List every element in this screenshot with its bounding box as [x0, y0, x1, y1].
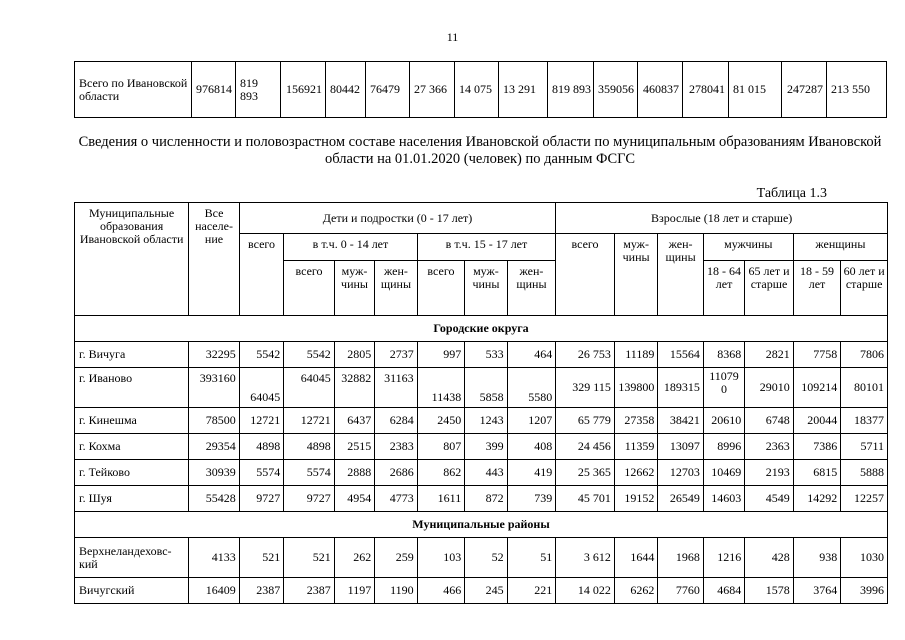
table-row — [75, 578, 888, 604]
table-row — [75, 538, 888, 578]
cell: 419 — [507, 460, 556, 486]
cell: 7386 — [793, 434, 841, 460]
total-women-60: 213 550 — [827, 62, 887, 118]
table-row — [75, 486, 888, 512]
cell: 2821 — [745, 342, 794, 368]
cell: 2515 — [334, 434, 374, 460]
cell: 9727 — [284, 486, 335, 512]
table-row — [75, 434, 888, 460]
row-name: г. Тейково — [75, 460, 189, 486]
total-label: Всего по Ивановской области — [75, 62, 192, 118]
cell: 6284 — [375, 408, 417, 434]
cell: 18377 — [841, 408, 888, 434]
row-name: г. Иваново — [75, 368, 189, 408]
total-children-0-14: 156921 — [281, 62, 326, 118]
cell: 1243 — [465, 408, 507, 434]
cell: 5711 — [841, 434, 888, 460]
header-women-18-59: 18 - 59 лет — [793, 261, 841, 316]
table-row — [75, 368, 888, 408]
cell: 872 — [465, 486, 507, 512]
cell: 11189 — [614, 342, 657, 368]
header-0-14-men: муж-чины — [334, 261, 374, 316]
header-adult-men: муж-чины — [614, 234, 657, 316]
cell: 31163 — [375, 368, 417, 408]
row-name: г. Вичуга — [75, 342, 189, 368]
header-age-15-17: в т.ч. 15 - 17 лет — [417, 234, 556, 261]
table-row — [75, 342, 888, 368]
page-number: 11 — [446, 30, 459, 44]
cell: 443 — [465, 460, 507, 486]
cell: 2686 — [375, 460, 417, 486]
row-name: г. Кохма — [75, 434, 189, 460]
cell: 32295 — [189, 342, 240, 368]
cell: 7758 — [793, 342, 841, 368]
cell: 20044 — [793, 408, 841, 434]
cell: 51 — [507, 538, 556, 578]
cell: 5542 — [239, 342, 283, 368]
row-name: Верхнеландеховс-кий — [75, 538, 189, 578]
header-municipal: Муниципальные образования Ивановской области — [75, 203, 189, 316]
cell: 1968 — [658, 538, 703, 578]
cell: 8368 — [703, 342, 744, 368]
cell: 12662 — [614, 460, 657, 486]
header-0-14-women: жен-щины — [375, 261, 417, 316]
header-0-14-all: всего — [284, 261, 335, 316]
header-total: Все населе-ние — [189, 203, 240, 316]
cell: 11359 — [614, 434, 657, 460]
cell: 25 365 — [556, 460, 615, 486]
cell: 14603 — [703, 486, 744, 512]
cell: 1190 — [375, 578, 417, 604]
cell: 1207 — [507, 408, 556, 434]
cell: 5542 — [284, 342, 335, 368]
total-adults: 819 893 — [548, 62, 594, 118]
cell: 27358 — [614, 408, 657, 434]
section-row-urban — [75, 316, 888, 342]
cell: 16409 — [189, 578, 240, 604]
total-boys-15-17: 14 075 — [455, 62, 499, 118]
total-men-18-64: 278041 — [683, 62, 729, 118]
cell: 32882 — [334, 368, 374, 408]
header-age-0-14: в т.ч. 0 - 14 лет — [284, 234, 417, 261]
cell: 6815 — [793, 460, 841, 486]
header-children-all: всего — [239, 234, 283, 316]
cell: 6262 — [614, 578, 657, 604]
total-girls-0-14: 76479 — [366, 62, 410, 118]
cell: 10469 — [703, 460, 744, 486]
cell: 6748 — [745, 408, 794, 434]
cell: 11079 0 — [703, 368, 744, 408]
header-women-group: женщины — [793, 234, 887, 261]
cell: 408 — [507, 434, 556, 460]
cell: 8996 — [703, 434, 744, 460]
cell: 7806 — [841, 342, 888, 368]
table-row — [75, 460, 888, 486]
header-men-18-64: 18 - 64 лет — [703, 261, 744, 316]
cell: 4954 — [334, 486, 374, 512]
cell: 464 — [507, 342, 556, 368]
cell: 109214 — [793, 368, 841, 408]
cell: 7760 — [658, 578, 703, 604]
cell: 64045 — [239, 368, 283, 408]
cell: 52 — [465, 538, 507, 578]
cell: 26 753 — [556, 342, 615, 368]
cell: 64045 — [284, 368, 335, 408]
cell: 9727 — [239, 486, 283, 512]
cell: 1030 — [841, 538, 888, 578]
cell: 4133 — [189, 538, 240, 578]
header-row-1 — [75, 203, 888, 234]
cell: 1578 — [745, 578, 794, 604]
cell: 2450 — [417, 408, 465, 434]
total-men-65: 81 015 — [729, 62, 782, 118]
cell: 399 — [465, 434, 507, 460]
header-15-17-men: муж-чины — [465, 261, 507, 316]
cell: 259 — [375, 538, 417, 578]
total-men: 359056 — [594, 62, 638, 118]
cell: 12703 — [658, 460, 703, 486]
row-name: г. Кинешма — [75, 408, 189, 434]
row-name: Вичугский — [75, 578, 189, 604]
cell: 2805 — [334, 342, 374, 368]
cell: 12721 — [284, 408, 335, 434]
cell: 3 612 — [556, 538, 615, 578]
total-boys-0-14: 80442 — [326, 62, 366, 118]
cell: 139800 — [614, 368, 657, 408]
cell: 1611 — [417, 486, 465, 512]
cell: 24 456 — [556, 434, 615, 460]
cell: 38421 — [658, 408, 703, 434]
header-15-17-all: всего — [417, 261, 465, 316]
cell: 2737 — [375, 342, 417, 368]
cell: 2387 — [239, 578, 283, 604]
cell: 1644 — [614, 538, 657, 578]
cell: 4684 — [703, 578, 744, 604]
cell: 103 — [417, 538, 465, 578]
cell: 80101 — [841, 368, 888, 408]
cell: 45 701 — [556, 486, 615, 512]
cell: 30939 — [189, 460, 240, 486]
cell: 2193 — [745, 460, 794, 486]
cell: 4898 — [284, 434, 335, 460]
total-girls-15-17: 13 291 — [499, 62, 548, 118]
population-table — [74, 202, 888, 604]
header-15-17-women: жен-щины — [507, 261, 556, 316]
cell: 12257 — [841, 486, 888, 512]
cell: 11438 — [417, 368, 465, 408]
cell: 739 — [507, 486, 556, 512]
cell: 262 — [334, 538, 374, 578]
cell: 19152 — [614, 486, 657, 512]
cell: 521 — [239, 538, 283, 578]
header-men-65: 65 лет и старше — [745, 261, 794, 316]
cell: 521 — [284, 538, 335, 578]
table-title: Сведения о численности и половозрастном составе населения Ивановской области по муниципальным образованиям Ивановской области на 01.01.2020 (человек) по данным ФСГС — [78, 134, 882, 167]
cell: 862 — [417, 460, 465, 486]
cell: 26549 — [658, 486, 703, 512]
total-children-15-17: 27 366 — [410, 62, 455, 118]
cell: 329 115 — [556, 368, 615, 408]
cell: 20610 — [703, 408, 744, 434]
cell: 65 779 — [556, 408, 615, 434]
total-women-18-59: 247287 — [782, 62, 827, 118]
cell: 6437 — [334, 408, 374, 434]
cell: 5888 — [841, 460, 888, 486]
cell: 1197 — [334, 578, 374, 604]
total-table — [74, 61, 887, 118]
cell: 29354 — [189, 434, 240, 460]
cell: 12721 — [239, 408, 283, 434]
total-women: 460837 — [638, 62, 683, 118]
table-caption: Таблица 1.3 — [756, 186, 827, 201]
cell: 807 — [417, 434, 465, 460]
header-adult-women: жен-щины — [658, 234, 703, 316]
cell: 29010 — [745, 368, 794, 408]
cell: 5858 — [465, 368, 507, 408]
row-name: г. Шуя — [75, 486, 189, 512]
cell: 997 — [417, 342, 465, 368]
cell: 393160 — [189, 368, 240, 408]
cell: 13097 — [658, 434, 703, 460]
total-row — [75, 62, 887, 118]
header-adults: Взрослые (18 лет и старше) — [556, 203, 888, 234]
header-adults-all: всего — [556, 234, 615, 316]
cell: 221 — [507, 578, 556, 604]
cell: 2888 — [334, 460, 374, 486]
table-row — [75, 408, 888, 434]
cell: 1216 — [703, 538, 744, 578]
cell: 533 — [465, 342, 507, 368]
cell: 55428 — [189, 486, 240, 512]
cell: 189315 — [658, 368, 703, 408]
cell: 4898 — [239, 434, 283, 460]
section-districts: Муниципальные районы — [75, 512, 888, 538]
cell: 938 — [793, 538, 841, 578]
total-all: 976814 — [192, 62, 236, 118]
cell: 245 — [465, 578, 507, 604]
cell: 4773 — [375, 486, 417, 512]
total-children: 819 893 — [236, 62, 281, 118]
cell: 2363 — [745, 434, 794, 460]
cell: 428 — [745, 538, 794, 578]
cell: 78500 — [189, 408, 240, 434]
cell: 3764 — [793, 578, 841, 604]
section-urban: Городские округа — [75, 316, 888, 342]
section-row-districts — [75, 512, 888, 538]
cell: 14292 — [793, 486, 841, 512]
cell: 3996 — [841, 578, 888, 604]
cell: 2387 — [284, 578, 335, 604]
cell: 466 — [417, 578, 465, 604]
header-children: Дети и подростки (0 - 17 лет) — [239, 203, 555, 234]
cell: 2383 — [375, 434, 417, 460]
cell: 14 022 — [556, 578, 615, 604]
header-men-group: мужчины — [703, 234, 793, 261]
cell: 5574 — [284, 460, 335, 486]
cell: 5580 — [507, 368, 556, 408]
cell: 4549 — [745, 486, 794, 512]
cell: 15564 — [658, 342, 703, 368]
header-women-60: 60 лет и старше — [841, 261, 888, 316]
cell: 5574 — [239, 460, 283, 486]
